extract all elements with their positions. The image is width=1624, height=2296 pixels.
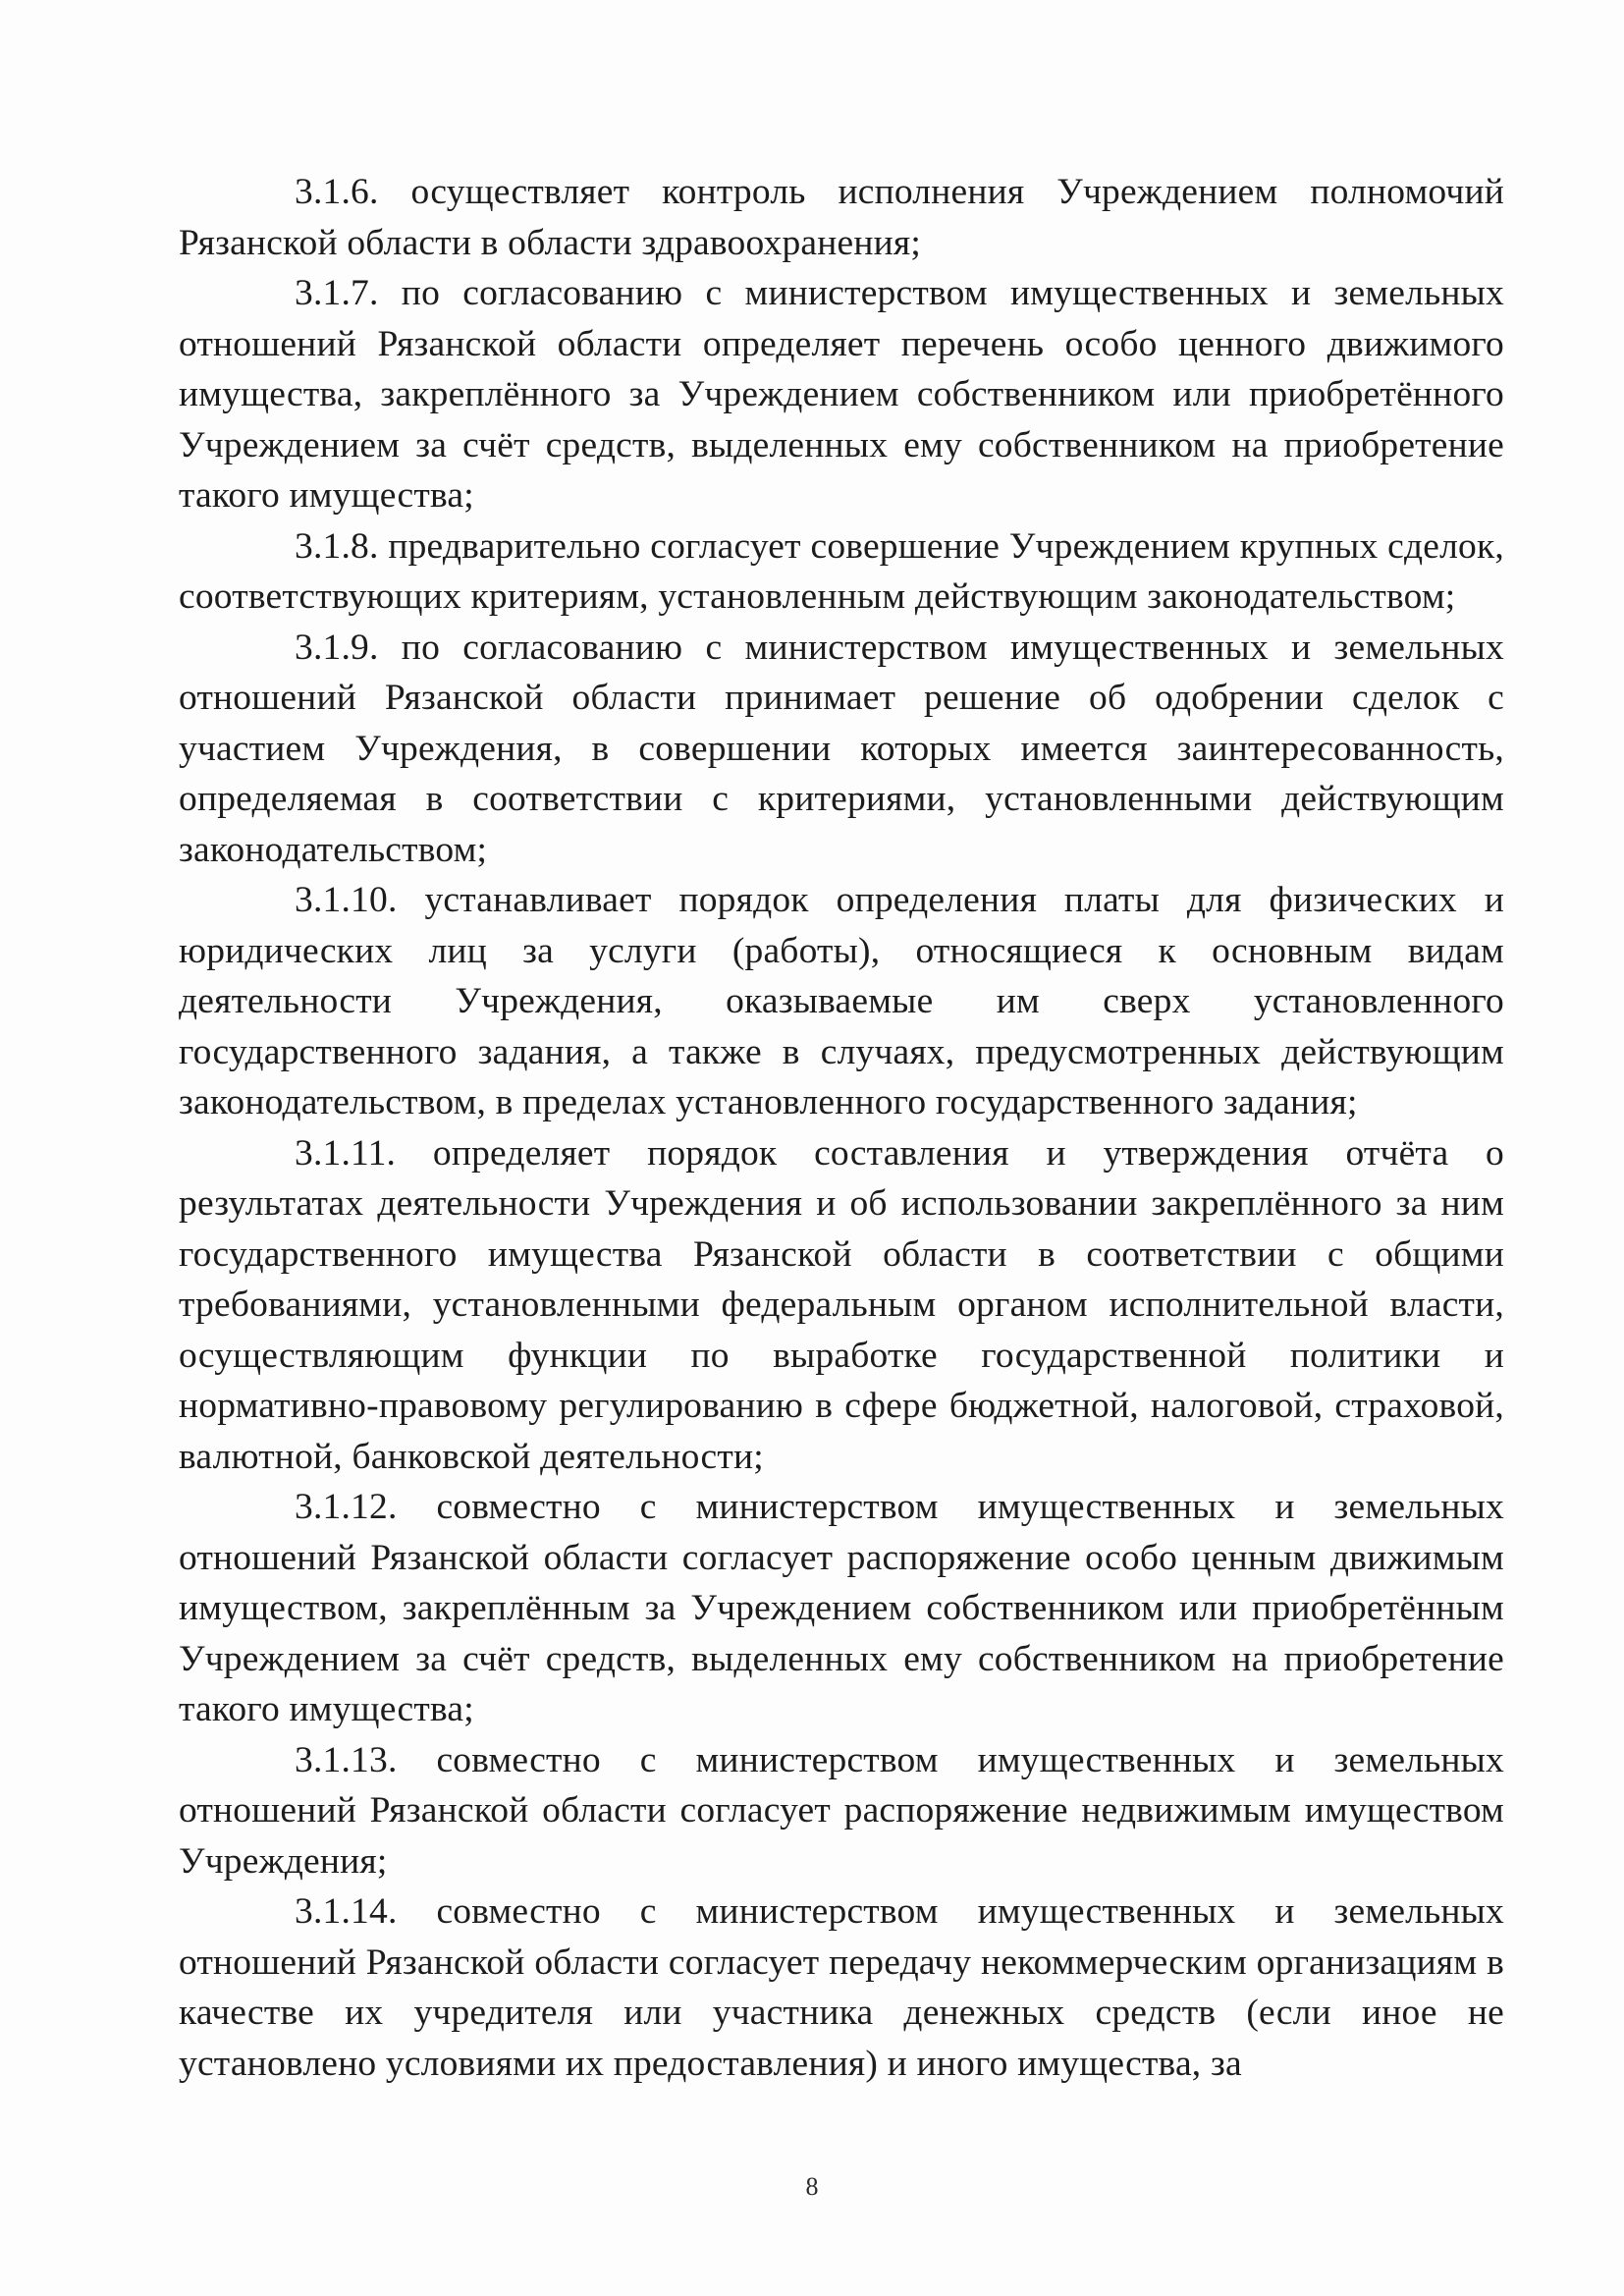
paragraph-text: предварительно согласует совершение Учреждением крупных сделок, соответствующих критериям, установленным действующим законодательством;: [179, 525, 1504, 617]
document-body: [179, 167, 1504, 2089]
paragraph-number: 3.1.14.: [295, 1891, 398, 1932]
paragraph-number: 3.1.13.: [295, 1739, 398, 1780]
paragraph-text: по согласованию с министерством имущественных и земельных отношений Рязанской области определяет перечень особо ценного движимого имущества, закреплённого за Учреждением собственником или приобретённого Учреждением за счёт средств, выделенных ему собственником на приобретение такого имущества;: [179, 273, 1504, 516]
paragraph-3-1-7: [179, 268, 1504, 521]
paragraph-text: осуществляет контроль исполнения Учреждением полномочий Рязанской области в области здравоохранения;: [179, 172, 1504, 263]
paragraph-number: 3.1.10.: [295, 880, 398, 920]
paragraph-3-1-9: [179, 623, 1504, 876]
paragraph-text: совместно с министерством имущественных и земельных отношений Рязанской области согласует передачу некоммерческим организациям в качестве их учредителя или участника денежных средств (если иное не установлено условиями их предоставления) и иного имущества, за: [179, 1891, 1504, 2084]
paragraph-3-1-13: [179, 1735, 1504, 1887]
paragraph-text: по согласованию с министерством имущественных и земельных отношений Рязанской области принимает решение об одобрении сделок с участием Учреждения, в совершении которых имеется заинтересованность, определяемая в соответствии с критериями, установленными действующим законодательством;: [179, 627, 1504, 870]
paragraph-number: 3.1.8.: [295, 525, 379, 567]
paragraph-3-1-12: [179, 1482, 1504, 1735]
paragraph-3-1-11: [179, 1128, 1504, 1483]
paragraph-number: 3.1.12.: [295, 1487, 398, 1527]
paragraph-number: 3.1.11.: [295, 1132, 397, 1174]
paragraph-number: 3.1.7.: [295, 273, 379, 313]
paragraph-3-1-8: [179, 521, 1504, 623]
paragraph-text: совместно с министерством имущественных и земельных отношений Рязанской области согласует распоряжение недвижимым имуществом Учреждения;: [179, 1739, 1504, 1882]
page-number: 8: [805, 2172, 819, 2201]
paragraph-number: 3.1.6.: [295, 172, 379, 212]
paragraph-3-1-14: [179, 1886, 1504, 2089]
paragraph-text: устанавливает порядок определения платы для физических и юридических лиц за услуги (работы), относящиеся к основным видам деятельности Учреждения, оказываемые им сверх установленного государственного задания, а также в случаях, предусмотренных действующим законодательством, в пределах установленного государственного задания;: [179, 880, 1504, 1122]
paragraph-text: определяет порядок составления и утверждения отчёта о результатах деятельности Учреждения и об использовании закреплённого за ним государственного имущества Рязанской области в соответствии с общими требованиями, установленными федеральным органом исполнительной власти, осуществляющим функции по выработке государственной политики и нормативно-правовому регулированию в сфере бюджетной, налоговой, страховой, валютной, банковской деятельности;: [179, 1132, 1504, 1477]
paragraph-text: совместно с министерством имущественных и земельных отношений Рязанской области согласует распоряжение особо ценным движимым имуществом, закреплённым за Учреждением собственником или приобретённым Учреждением за счёт средств, выделенных ему собственником на приобретение такого имущества;: [179, 1487, 1504, 1729]
paragraph-number: 3.1.9.: [295, 627, 379, 668]
paragraph-3-1-6: [179, 167, 1504, 268]
paragraph-3-1-10: [179, 875, 1504, 1128]
